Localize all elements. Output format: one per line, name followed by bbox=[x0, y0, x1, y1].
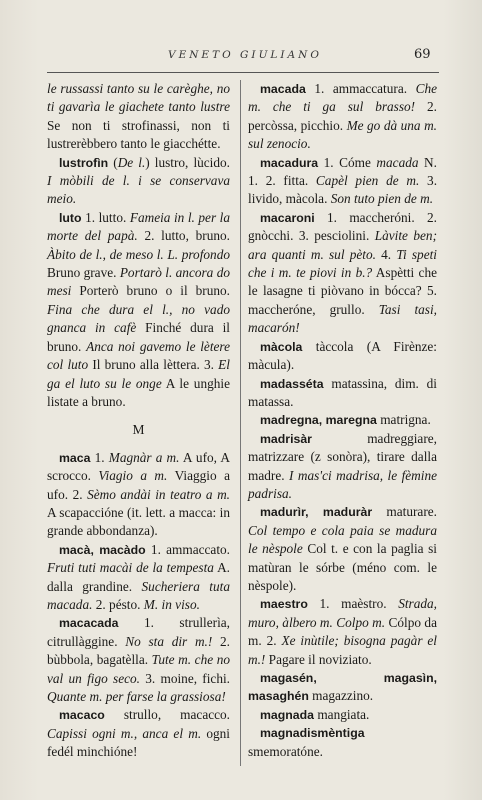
example-text: Fina che dura el l., no vado gnanca in cafè bbox=[47, 301, 230, 336]
definition-text: magazzino. bbox=[308, 688, 374, 704]
definition-text: 1. Cóme bbox=[318, 154, 377, 170]
definition-text: 2. percòssa, picchio. bbox=[248, 99, 438, 133]
example-text: Strada, muro, àlbero m. Colpo m. bbox=[248, 596, 437, 630]
definition-text: Porterò bruno o il bruno. bbox=[71, 283, 230, 299]
definition-text: Col t. e con la paglia si matùran le sórbe (méno com. le nèspole). bbox=[248, 541, 437, 593]
definition-text: strullo, macacco. bbox=[104, 707, 230, 723]
dictionary-entry bbox=[47, 209, 230, 411]
headword: magnada bbox=[260, 707, 314, 722]
definition-text: A scapaccióne (it. lett. a macca: in grande abbondanza). bbox=[47, 504, 230, 539]
definition-text: ogni fedél minchióne! bbox=[47, 725, 230, 760]
headword: maca bbox=[59, 450, 91, 465]
definition-text: 3. moine, fichi. bbox=[139, 670, 231, 686]
example-text: I mòbili de l. i se conservava meio. bbox=[47, 173, 230, 207]
headword: magnadismèntiga bbox=[260, 726, 365, 741]
dictionary-entry bbox=[47, 449, 230, 541]
example-text: De l. bbox=[117, 154, 146, 170]
definition-text: Bruno grave. bbox=[47, 265, 120, 281]
example-text: Quante m. per farse la grassiosa! bbox=[47, 689, 226, 704]
definition-text: maturare. bbox=[372, 504, 437, 520]
definition-text: 1. bbox=[90, 449, 109, 465]
example-text: Àbito de l., de meso l. L. profondo bbox=[47, 246, 230, 262]
dictionary-entry bbox=[47, 706, 230, 761]
dictionary-entry bbox=[47, 614, 230, 706]
headword: madurìr, maduràr bbox=[260, 505, 373, 520]
headword: luto bbox=[59, 210, 82, 225]
example-text: M. in viso. bbox=[143, 596, 200, 612]
headword: macaroni bbox=[260, 210, 315, 225]
header-rule bbox=[47, 72, 439, 73]
example-text: Viagio a m. bbox=[98, 468, 168, 484]
dictionary-entry bbox=[248, 595, 437, 669]
column-divider bbox=[240, 80, 241, 766]
left-column bbox=[47, 80, 230, 762]
example-text: Sucheriera tuta macada. bbox=[47, 578, 230, 612]
definition-text: tàccola (A Firènze: màcula). bbox=[248, 338, 437, 373]
definition-text: A. dalla grandine. bbox=[47, 560, 230, 594]
example-text: Fameia in l. per la morte del papà. bbox=[47, 209, 231, 244]
headword: lustrofìn bbox=[59, 155, 109, 170]
headword: macada bbox=[260, 82, 306, 96]
page-number: 69 bbox=[414, 47, 431, 62]
definition-text: 1. lutto. bbox=[81, 209, 130, 225]
dictionary-entry bbox=[248, 375, 437, 412]
headword: magasén, magasìn, masaghén bbox=[248, 671, 437, 704]
headword: macà, macàdo bbox=[59, 542, 146, 557]
example-text: Son tuto pien de m. bbox=[330, 191, 434, 207]
headword: macacada bbox=[59, 616, 119, 631]
example-text: El ga el luto su le onge bbox=[47, 357, 230, 391]
definition-text: 2. pésto. bbox=[92, 596, 144, 612]
example-text: Capèl pien de m. bbox=[315, 173, 420, 189]
entry-continuation bbox=[47, 80, 230, 154]
definition-text: ( bbox=[108, 154, 118, 170]
definition-text: Finché dura il bruno. bbox=[47, 320, 230, 354]
definition-text: N. 1. 2. fitta. bbox=[248, 154, 437, 189]
dictionary-entry bbox=[248, 706, 437, 724]
definition-text: 1. ammaccato. bbox=[145, 541, 231, 557]
headword: màcola bbox=[260, 339, 303, 354]
definition-text: matassina, dim. di matassa. bbox=[248, 375, 437, 409]
example-text: Capissi ogni m., anca el m. bbox=[47, 725, 202, 741]
definition-text: madreggiare, matrizzare (z sonòra), tirare dalla madre. bbox=[248, 430, 437, 483]
dictionary-entry bbox=[248, 80, 437, 154]
example-text: Xe inùtile; bisogna pagàr el m.! bbox=[248, 633, 438, 667]
example-text: Tute m. che no val un figo seco. bbox=[47, 652, 230, 686]
example-text: Tasi tasi, macarón! bbox=[248, 301, 437, 336]
headword: macaco bbox=[59, 708, 105, 723]
definition-text: 4. bbox=[375, 246, 397, 262]
example-text: No sta dir m.! bbox=[125, 633, 213, 649]
headword: maestro bbox=[260, 597, 308, 612]
definition-text: 1. strullerìa, citrullàggine. bbox=[47, 615, 230, 649]
definition-text: 1. maccheróni. 2. gnòcchi. 3. pesciolini. bbox=[248, 209, 437, 244]
example-text: Fruti tuti macài de la tempesta bbox=[47, 560, 214, 576]
definition-text: Viaggio a ufo. 2. bbox=[47, 468, 230, 502]
definition-text: A ufo, A scrocco. bbox=[47, 449, 231, 484]
example-text: macada bbox=[376, 154, 419, 170]
definition-text: 1. maèstro. bbox=[307, 596, 399, 612]
dictionary-entry bbox=[248, 154, 437, 209]
dictionary-entry bbox=[248, 430, 437, 504]
running-head: VENETO GIULIANO bbox=[168, 49, 322, 61]
definition-text: Pagare il noviziato. bbox=[265, 651, 372, 667]
definition-text: Il bruno alla lèttera. 3. bbox=[88, 357, 219, 373]
dictionary-entry bbox=[248, 209, 437, 338]
example-text: Me go dà una m. sul zenocio. bbox=[248, 117, 437, 152]
dictionary-entry bbox=[248, 411, 437, 429]
definition-text: Cólpo da m. 2. bbox=[248, 614, 437, 649]
example-text: Col tempo e cola paia se madura le nèspole bbox=[248, 522, 437, 557]
headword: madrisàr bbox=[260, 431, 312, 446]
example-text: Ti speti che i m. te piovi in b.? bbox=[248, 246, 438, 281]
example-text: le russassi tanto su le carèghe, no ti gavarìa le giachete tanto lustre bbox=[47, 81, 230, 115]
headword: madasséta bbox=[260, 376, 324, 391]
definition-text: ) lustro, lùcido. bbox=[145, 154, 230, 170]
example-text: Sèmo andài in teatro a m. bbox=[87, 486, 230, 502]
definition-text: Se non ti strofinassi, non ti lustrerèbbero tanto le giacchétte. bbox=[47, 117, 230, 152]
section-letter: M bbox=[132, 422, 145, 438]
definition-text: mangiata. bbox=[314, 706, 370, 722]
definition-text: 1. ammaccatura. bbox=[305, 81, 416, 96]
headword: macadura bbox=[260, 155, 319, 170]
example-text: I mas'ci madrisa, le fèmine padrisa. bbox=[248, 467, 438, 501]
dictionary-entry bbox=[47, 541, 230, 615]
dictionary-entry bbox=[47, 154, 230, 209]
definition-text: A le unghie listate a bruno. bbox=[47, 375, 230, 409]
headword: madregna, maregna bbox=[260, 413, 377, 428]
page-header bbox=[0, 44, 482, 68]
right-column bbox=[248, 80, 437, 761]
example-text: Portarò l. ancora do mesi bbox=[47, 265, 230, 299]
definition-text: 2. lutto, bruno. bbox=[137, 228, 230, 244]
example-text: Che m. che ti ga sul brasso! bbox=[248, 81, 437, 115]
dictionary-entry bbox=[248, 724, 437, 761]
definition-text: matrigna. bbox=[376, 412, 431, 428]
dictionary-entry bbox=[248, 338, 437, 375]
example-text: Anca noi gavemo le lètere col luto bbox=[47, 338, 230, 373]
definition-text: Aspètti che le lasagne ti piòvano in bócca? 5. maccheróne, grullo. bbox=[248, 265, 437, 317]
definition-text: 2. bùbbola, bagatèlla. bbox=[47, 633, 230, 668]
dictionary-entry bbox=[248, 669, 437, 706]
definition-text: 3. livido, màcola. bbox=[248, 173, 438, 207]
definition-text: smemoratóne. bbox=[248, 743, 323, 759]
example-text: Magnàr a m. bbox=[108, 449, 180, 465]
example-text: Làvite ben; ara quanti m. sul pèto. bbox=[248, 228, 437, 262]
dictionary-entry bbox=[248, 503, 437, 595]
